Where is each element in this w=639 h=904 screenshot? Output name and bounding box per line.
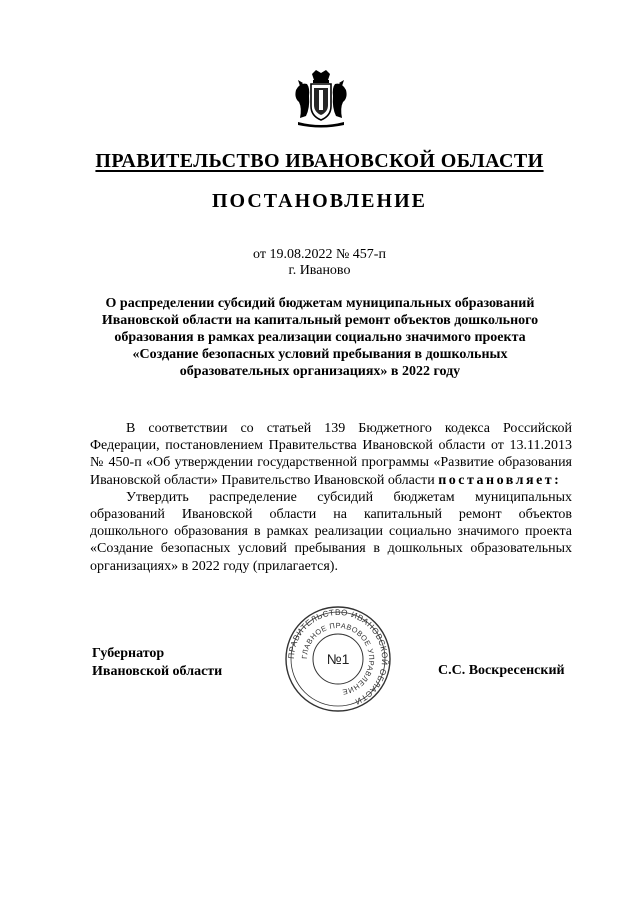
body-paragraph-1-text: В соответствии со статьей 139 Бюджетного кодекса Российской Федерации, постановлением Правительства Ивановской области от 13.11.2013 № 450-п «Об утверждении государственной программы «Развитие образования Ивановской области» Правительство Ивановской области [90,421,572,488]
body-paragraph-2: Утвердить распределение субсидий бюджетам муниципальных образований Ивановской области на капитальный ремонт объектов дошкольного образования в рамках реализации социально значимого проекта «Создание безопасных условий пребывания в дошкольных образовательных организациях» в 2022 году (прилагается). [90,489,572,574]
signer-name: С.С. Воскресенский [438,663,565,678]
signer-position-line-2: Ивановской области [92,664,223,679]
signer-position [92,645,222,681]
coat-of-arms-icon [290,68,352,130]
document-body [90,420,572,575]
stamp-outer-text: ПРАВИТЕЛЬСТВО ИВАНОВСКОЙ ОБЛАСТИ [286,607,390,707]
organization-title: ПРАВИТЕЛЬСТВО ИВАНОВСКОЙ ОБЛАСТИ [95,150,544,172]
signer-position-line-1: Губернатор [92,646,165,661]
seal-stamp-icon [274,604,402,714]
document-subject: О распределении субсидий бюджетам муниципальных образований Ивановской области на капитальный ремонт объектов дошкольного образования в рамках реализации социально значимого проекта «Создание безопасных условий пребывания в дошкольных образовательных организациях» в 2022 году [101,296,539,379]
stamp-number: №1 [326,651,350,667]
document-type: ПОСТАНОВЛЕНИЕ [212,190,427,212]
document-date-number: от 19.08.2022 № 457-п [253,247,386,262]
body-paragraph-1 [90,420,572,489]
stamp-inner-text: ГЛАВНОЕ ПРАВОВОЕ УПРАВЛЕНИЕ [299,620,377,697]
document-city: г. Иваново [288,263,351,278]
resolve-keyword: постановляет: [438,472,562,488]
